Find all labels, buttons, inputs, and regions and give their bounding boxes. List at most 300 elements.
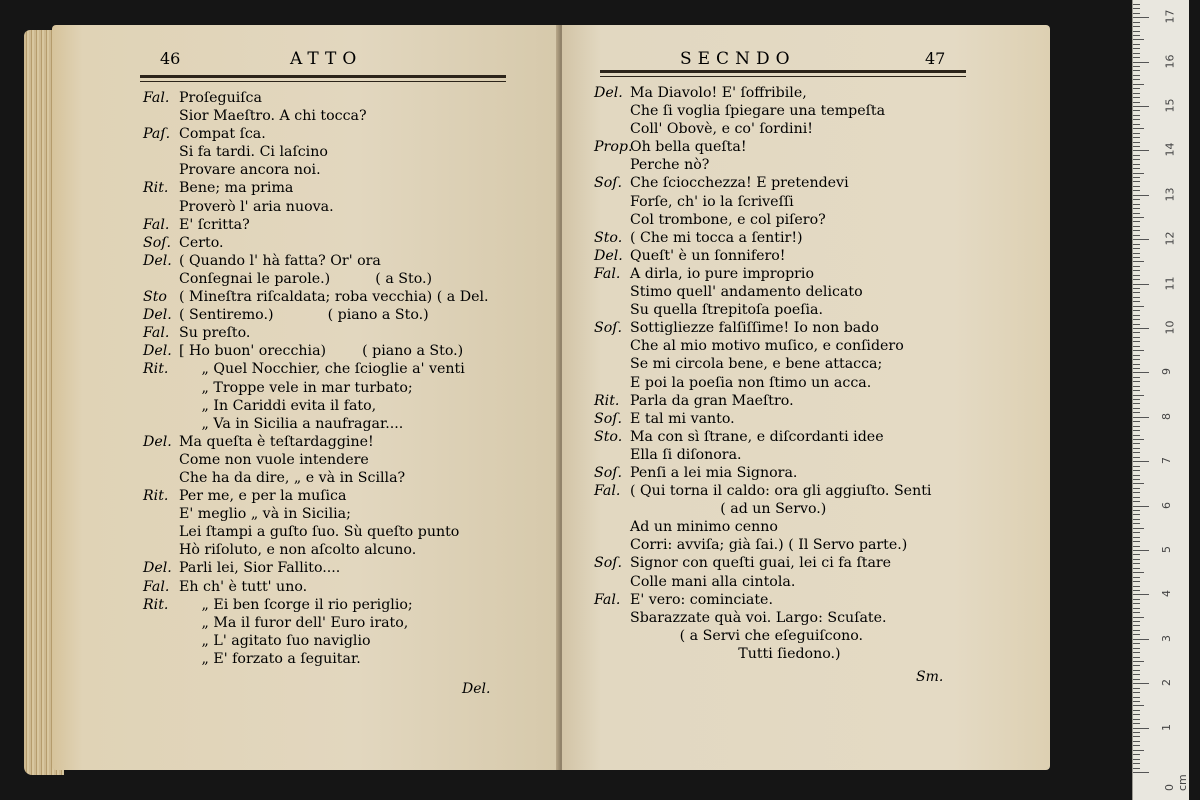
speaker-label: Del. <box>143 433 172 450</box>
ruler-tick <box>1133 506 1149 507</box>
ruler-tick <box>1133 470 1140 471</box>
text-line <box>594 446 1024 464</box>
ruler-tick <box>1133 364 1140 365</box>
ruler-tick <box>1133 697 1140 698</box>
text-line <box>594 265 1024 283</box>
ruler-tick <box>1133 754 1140 755</box>
text-line <box>594 392 1024 410</box>
ruler-tick <box>1133 501 1140 502</box>
ruler-tick <box>1133 17 1149 18</box>
ruler-label: 1 <box>1160 723 1173 731</box>
ruler-tick <box>1133 97 1140 98</box>
ruler-label: 12 <box>1163 231 1177 246</box>
text-line <box>594 174 1024 192</box>
ruler-tick <box>1133 443 1140 444</box>
text-line <box>594 554 1024 572</box>
text-line <box>143 632 553 650</box>
ruler-tick <box>1133 430 1140 431</box>
text-line <box>594 84 1024 102</box>
ruler-tick <box>1133 355 1140 356</box>
ruler-tick <box>1133 239 1149 240</box>
ruler-tick <box>1133 115 1140 116</box>
text-line <box>143 360 553 378</box>
ruler-tick <box>1133 537 1140 538</box>
text-line <box>594 609 1024 627</box>
line-text: „ L' agitato ſuo naviglio <box>179 632 371 649</box>
ruler-tick <box>1133 119 1140 120</box>
ruler-tick <box>1133 475 1140 476</box>
ruler-tick <box>1133 772 1149 773</box>
ruler-tick <box>1133 213 1140 214</box>
ruler-label: 10 <box>1163 320 1177 335</box>
ruler-tick <box>1133 617 1144 618</box>
ruler-tick <box>1133 732 1140 733</box>
line-text: ( Che mi tocca a ſentir!) <box>630 229 803 246</box>
line-text: Ma queſta è teſtardaggine! <box>179 433 374 450</box>
ruler-tick <box>1133 315 1140 316</box>
line-text: Per me, e per la muſica <box>179 488 347 505</box>
ruler-label: 16 <box>1163 54 1177 69</box>
ruler-tick <box>1133 235 1140 236</box>
line-text: Che ſciocchezza! E pretendevi <box>630 175 849 192</box>
ruler-label: 5 <box>1160 546 1173 553</box>
ruler-tick <box>1133 164 1140 165</box>
right-page-text <box>594 84 1024 663</box>
text-line <box>143 397 553 415</box>
speaker-label: Soſ. <box>594 320 623 337</box>
ruler-tick <box>1133 324 1140 325</box>
ruler-tick <box>1133 270 1140 271</box>
ruler-tick <box>1133 448 1140 449</box>
right-head-rule <box>600 70 966 73</box>
text-line <box>594 156 1024 174</box>
text-line <box>594 319 1024 337</box>
left-head-rule <box>140 75 506 78</box>
ruler-tick <box>1133 66 1140 67</box>
ruler-tick <box>1133 586 1140 587</box>
ruler-tick <box>1133 199 1140 200</box>
ruler-tick <box>1133 146 1140 147</box>
ruler-tick <box>1133 657 1140 658</box>
ruler-tick <box>1133 466 1140 467</box>
ruler-tick <box>1133 128 1144 129</box>
ruler-tick <box>1133 301 1140 302</box>
text-line <box>594 247 1024 265</box>
ruler-tick <box>1133 62 1149 63</box>
ruler-tick <box>1133 221 1140 222</box>
ruler-tick <box>1133 53 1140 54</box>
ruler-tick <box>1133 417 1149 418</box>
right-catchword: Sm. <box>916 669 944 685</box>
text-line <box>143 125 553 143</box>
ruler-tick <box>1133 652 1140 653</box>
line-text: Sbarazzate quà voi. Largo: Scuſate. <box>630 609 887 626</box>
line-text: Perche nò? <box>630 157 710 174</box>
text-line <box>594 374 1024 392</box>
ruler-tick <box>1133 75 1140 76</box>
ruler-tick <box>1133 186 1140 187</box>
text-line <box>594 591 1024 609</box>
ruler-tick <box>1133 452 1140 453</box>
line-text: Ad un minimo cenno <box>630 519 778 536</box>
line-text: Provare ancora noi. <box>179 162 321 179</box>
ruler-label: 9 <box>1160 368 1173 376</box>
line-text: Oh bella queſta! <box>630 139 747 156</box>
ruler-tick <box>1133 497 1140 498</box>
speaker-label: Rit. <box>143 596 169 613</box>
speaker-label: Fal. <box>143 578 170 595</box>
line-text: Signor con queſti guai, lei ci fa ſtare <box>630 555 892 572</box>
ruler-tick <box>1133 714 1140 715</box>
ruler-label: 17 <box>1163 9 1177 24</box>
ruler-tick <box>1133 759 1140 760</box>
text-line <box>594 428 1024 446</box>
ruler-tick <box>1133 35 1140 36</box>
text-line <box>143 270 553 288</box>
text-line <box>594 518 1024 536</box>
text-line <box>594 283 1024 301</box>
ruler-tick <box>1133 559 1140 560</box>
speaker-label: Del. <box>143 560 172 577</box>
line-text: E poi la poeſia non ſtimo un acca. <box>630 374 872 391</box>
speaker-label: Fal. <box>594 591 621 608</box>
ruler-tick <box>1133 390 1140 391</box>
line-text: „ In Cariddi evita il fato, <box>179 397 377 414</box>
text-line <box>143 324 553 342</box>
speaker-label: Del. <box>143 252 172 269</box>
text-line <box>594 500 1024 518</box>
ruler-tick <box>1133 688 1140 689</box>
ruler-tick <box>1133 426 1140 427</box>
text-line <box>594 211 1024 229</box>
ruler-tick <box>1133 612 1140 613</box>
line-text: Penſi a lei mia Signora. <box>630 464 798 481</box>
ruler-tick <box>1133 550 1149 551</box>
speaker-label: Fal. <box>143 90 170 106</box>
text-line <box>143 306 553 324</box>
ruler-tick <box>1133 284 1149 285</box>
line-text: Sottigliezze falſiſſime! Io non bado <box>630 320 879 337</box>
line-text: Ma con sì ſtrane, e diſcordanti idee <box>630 428 884 445</box>
line-text: Che ha da dire, „ e và in Scilla? <box>179 469 406 486</box>
line-text: Forſe, ch' io la ſcriveſſi <box>630 193 794 210</box>
ruler-tick <box>1133 692 1140 693</box>
line-text: Certo. <box>179 234 224 251</box>
ruler-tick <box>1133 79 1140 80</box>
text-line <box>143 505 553 523</box>
speaker-label: Del. <box>143 307 172 324</box>
ruler-tick <box>1133 683 1149 684</box>
ruler-tick <box>1133 377 1140 378</box>
ruler-tick <box>1133 581 1140 582</box>
ruler-tick <box>1133 204 1140 205</box>
ruler-tick <box>1133 177 1140 178</box>
speaker-label: Sto. <box>594 428 623 445</box>
ruler-label: 4 <box>1160 590 1173 598</box>
left-page-text <box>143 89 553 668</box>
text-line <box>594 193 1024 211</box>
speaker-label: Fal. <box>143 325 170 342</box>
ruler-tick <box>1133 328 1149 329</box>
speaker-label: Soſ. <box>594 410 623 427</box>
line-text: Su preſto. <box>179 325 251 342</box>
ruler-tick <box>1133 710 1140 711</box>
line-text: Conſegnai le parole.) ( a Sto.) <box>179 270 433 287</box>
ruler-tick <box>1133 403 1140 404</box>
ruler-tick <box>1133 13 1140 14</box>
speaker-label: Prop. <box>594 139 633 156</box>
line-text: Proverò l' aria nuova. <box>179 198 334 215</box>
text-line <box>143 433 553 451</box>
ruler-tick <box>1133 8 1140 9</box>
ruler-tick <box>1133 159 1140 160</box>
speaker-label: Soſ. <box>594 175 623 192</box>
text-line <box>594 301 1024 319</box>
text-line <box>594 102 1024 120</box>
text-line <box>143 523 553 541</box>
ruler-tick <box>1133 634 1140 635</box>
ruler-tick <box>1133 22 1140 23</box>
line-text: Si fa tardi. Ci laſcino <box>179 144 328 161</box>
speaker-label: Del. <box>594 85 623 101</box>
text-line <box>143 198 553 216</box>
ruler-tick <box>1133 341 1140 342</box>
line-text: ( Sentiremo.) ( piano a Sto.) <box>179 307 429 324</box>
line-text: Che ſi voglia ſpiegare una tempeſta <box>630 103 886 120</box>
text-line <box>143 107 553 125</box>
ruler-tick <box>1133 195 1149 196</box>
ruler-tick <box>1133 275 1140 276</box>
ruler-tick <box>1133 603 1140 604</box>
right-page-number: 47 <box>925 49 946 68</box>
line-text: Col trombone, e col piſero? <box>630 211 826 228</box>
ruler-label: 2 <box>1160 679 1173 687</box>
line-text: Ma Diavolo! E' ſoffribile, <box>630 85 807 101</box>
text-line <box>143 288 553 306</box>
ruler-tick <box>1133 568 1140 569</box>
ruler-tick <box>1133 124 1140 125</box>
ruler-label: 11 <box>1163 276 1177 291</box>
ruler-tick <box>1133 408 1140 409</box>
ruler-tick <box>1133 625 1140 626</box>
text-line <box>143 614 553 632</box>
ruler-tick <box>1133 510 1140 511</box>
line-text: ( ad un Servo.) <box>630 501 827 518</box>
line-text: Che al mio motivo muſico, e conſidero <box>630 338 904 355</box>
ruler-tick <box>1133 279 1140 280</box>
ruler-tick <box>1133 359 1140 360</box>
ruler-tick <box>1133 350 1144 351</box>
text-line <box>143 143 553 161</box>
text-line <box>143 234 553 252</box>
ruler-tick <box>1133 514 1140 515</box>
line-text: [ Ho buon' orecchia) ( piano a Sto.) <box>179 343 464 360</box>
line-text: „ Ma il furor dell' Euro irato, <box>179 614 409 631</box>
ruler-tick <box>1133 630 1140 631</box>
ruler-tick <box>1133 532 1140 533</box>
ruler-tick <box>1133 137 1140 138</box>
line-text: Queſt' è un ſonnifero! <box>630 247 786 264</box>
ruler-label: 0 cm <box>1163 774 1189 791</box>
ruler-label: 8 <box>1160 412 1173 420</box>
ruler-tick <box>1133 310 1140 311</box>
line-text: E tal mi vanto. <box>630 410 735 427</box>
ruler-tick <box>1133 26 1140 27</box>
speaker-label: Rit. <box>143 180 169 197</box>
ruler-tick <box>1133 57 1140 58</box>
speaker-label: Soſ. <box>594 464 623 481</box>
ruler-tick <box>1133 736 1140 737</box>
ruler-tick <box>1133 546 1140 547</box>
ruler-tick <box>1133 319 1140 320</box>
ruler-tick <box>1133 288 1140 289</box>
speaker-label: Fal. <box>594 265 621 282</box>
text-line <box>143 541 553 559</box>
ruler-tick <box>1133 332 1140 333</box>
ruler-label: 14 <box>1163 142 1177 157</box>
ruler-tick <box>1133 168 1140 169</box>
text-line <box>594 410 1024 428</box>
ruler-label: 6 <box>1160 501 1173 509</box>
ruler-tick <box>1133 701 1140 702</box>
text-line <box>143 179 553 197</box>
ruler-tick <box>1133 84 1144 85</box>
ruler-tick <box>1133 110 1140 111</box>
ruler-tick <box>1133 541 1140 542</box>
ruler-tick <box>1133 621 1140 622</box>
ruler-tick <box>1133 528 1144 529</box>
ruler-tick <box>1133 133 1140 134</box>
speaker-label: Soſ. <box>143 234 172 251</box>
ruler-tick <box>1133 31 1140 32</box>
line-text: Proſeguiſca <box>179 90 262 106</box>
ruler-tick <box>1133 102 1140 103</box>
line-text: Se mi circola bene, e bene attacca; <box>630 356 883 373</box>
ruler-label: 3 <box>1160 634 1173 642</box>
left-page-number: 46 <box>160 49 181 68</box>
line-text: Parla da gran Maeſtro. <box>630 392 794 409</box>
line-text: Coll' Obovè, e co' ſordini! <box>630 121 813 138</box>
text-line <box>143 342 553 360</box>
ruler-tick <box>1133 190 1140 191</box>
ruler-tick <box>1133 665 1140 666</box>
line-text: Ella ſi diſonora. <box>630 446 742 463</box>
speaker-label: Fal. <box>594 483 621 500</box>
ruler-tick <box>1133 70 1140 71</box>
text-line <box>594 120 1024 138</box>
ruler-tick <box>1133 93 1140 94</box>
text-line <box>143 451 553 469</box>
line-text: ( Mineſtra riſcaldata; roba vecchia) ( a Del. <box>179 289 489 306</box>
text-line <box>594 138 1024 156</box>
ruler-tick <box>1133 741 1140 742</box>
speaker-label: Sto. <box>594 229 623 246</box>
line-text: Eh ch' è tutt' uno. <box>179 578 308 595</box>
text-line <box>594 645 1024 663</box>
ruler-tick <box>1133 488 1140 489</box>
speaker-label: Soſ. <box>594 555 623 572</box>
ruler-tick <box>1133 763 1140 764</box>
ruler-tick <box>1133 257 1140 258</box>
ruler-tick <box>1133 386 1140 387</box>
text-line <box>143 89 553 107</box>
text-line <box>143 469 553 487</box>
ruler-tick <box>1133 719 1140 720</box>
line-text: Sior Maeſtro. A chi tocca? <box>179 108 367 125</box>
ruler-tick <box>1133 554 1140 555</box>
ruler-tick <box>1133 173 1144 174</box>
ruler-tick <box>1133 248 1140 249</box>
ruler-tick <box>1133 106 1149 107</box>
line-text: E' vero: cominciate. <box>630 591 773 608</box>
ruler-tick <box>1133 639 1149 640</box>
ruler-tick <box>1133 590 1140 591</box>
ruler-tick <box>1133 306 1144 307</box>
ruler-tick <box>1133 253 1140 254</box>
line-text: „ Ei ben ſcorge il rio periglio; <box>179 596 413 613</box>
ruler-tick <box>1133 346 1140 347</box>
ruler-tick <box>1133 599 1140 600</box>
left-catchword: Del. <box>462 681 491 697</box>
ruler-tick <box>1133 435 1140 436</box>
line-text: ( Quando l' hà fatta? Or' ora <box>179 252 381 269</box>
ruler-tick <box>1133 705 1144 706</box>
text-line <box>143 578 553 596</box>
line-text: ( a Servi che eſeguiſcono. <box>630 627 864 644</box>
text-line <box>594 627 1024 645</box>
measurement-ruler <box>1132 0 1189 800</box>
line-text: Colle mani alla cintola. <box>630 573 796 590</box>
text-line <box>594 229 1024 247</box>
speaker-label: Rit. <box>143 361 169 378</box>
ruler-tick <box>1133 608 1140 609</box>
text-line <box>143 650 553 668</box>
ruler-label: 15 <box>1163 98 1177 113</box>
ruler-tick <box>1133 670 1140 671</box>
ruler-tick <box>1133 230 1140 231</box>
ruler-tick <box>1133 679 1140 680</box>
ruler-tick <box>1133 421 1140 422</box>
ruler-tick <box>1133 523 1140 524</box>
text-line <box>143 161 553 179</box>
ruler-tick <box>1133 483 1144 484</box>
line-text: Su quella ſtrepitoſa poeſia. <box>630 302 824 319</box>
ruler-tick <box>1133 266 1140 267</box>
right-head-rule-thin <box>600 76 966 77</box>
right-running-head: SECNDO <box>680 49 796 69</box>
ruler-tick <box>1133 519 1140 520</box>
line-text: ( Qui torna il caldo: ora gli aggiuſto. Senti <box>630 483 932 500</box>
ruler-tick <box>1133 292 1140 293</box>
speaker-label: Fal. <box>143 216 170 233</box>
text-line <box>594 337 1024 355</box>
text-line <box>594 464 1024 482</box>
line-text: Lei ſtampi a guſto ſuo. Sù queſto punto <box>179 524 460 541</box>
text-line <box>143 415 553 433</box>
line-text: A dirla, io pure improprio <box>630 265 815 282</box>
ruler-tick <box>1133 728 1149 729</box>
text-line <box>143 379 553 397</box>
ruler-tick <box>1133 150 1149 151</box>
ruler-tick <box>1133 661 1144 662</box>
line-text: Come non vuole intendere <box>179 451 369 468</box>
line-text: E' meglio „ và in Sicilia; <box>179 506 351 523</box>
left-head-rule-thin <box>140 81 506 82</box>
line-text: Corri: avviſa; già ſai.) ( Il Servo parte.) <box>630 537 908 554</box>
line-text: Compat ſca. <box>179 126 266 143</box>
ruler-tick <box>1133 572 1144 573</box>
ruler-tick <box>1133 479 1140 480</box>
